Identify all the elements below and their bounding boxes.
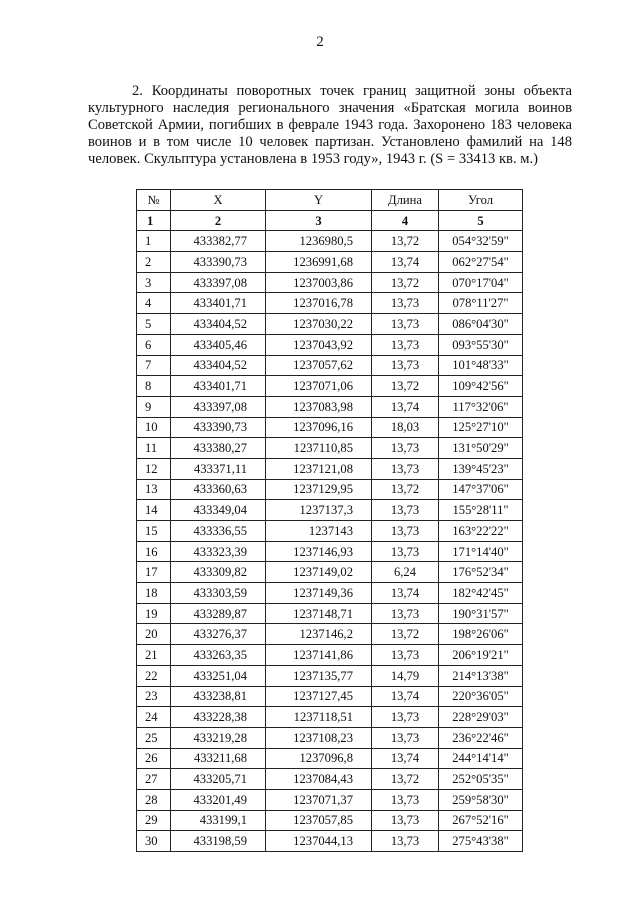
point-number-cell: 3 — [137, 272, 171, 293]
header-length: Длина — [372, 190, 439, 211]
x-coordinate-cell: 433201,49 — [171, 789, 266, 810]
point-number-cell: 26 — [137, 748, 171, 769]
point-number-cell: 7 — [137, 355, 171, 376]
length-cell: 13,72 — [372, 231, 439, 252]
table-row — [137, 417, 523, 438]
length-cell: 13,72 — [372, 624, 439, 645]
table-row — [137, 727, 523, 748]
x-coordinate-cell: 433371,11 — [171, 458, 266, 479]
point-number-cell: 28 — [137, 789, 171, 810]
x-coordinate-cell: 433401,71 — [171, 293, 266, 314]
x-coordinate-cell: 433382,77 — [171, 231, 266, 252]
x-coordinate-cell: 433219,28 — [171, 727, 266, 748]
angle-cell: 093°55'30" — [439, 334, 523, 355]
y-coordinate-cell: 1237110,85 — [266, 438, 372, 459]
y-coordinate-cell: 1237135,77 — [266, 665, 372, 686]
x-coordinate-cell: 433380,27 — [171, 438, 266, 459]
length-cell: 13,73 — [372, 810, 439, 831]
x-coordinate-cell: 433360,63 — [171, 479, 266, 500]
y-coordinate-cell: 1237137,3 — [266, 500, 372, 521]
table-row — [137, 438, 523, 459]
x-coordinate-cell: 433263,35 — [171, 645, 266, 666]
y-coordinate-cell: 1237146,2 — [266, 624, 372, 645]
x-coordinate-cell: 433276,37 — [171, 624, 266, 645]
length-cell: 13,73 — [372, 314, 439, 335]
y-coordinate-cell: 1237129,95 — [266, 479, 372, 500]
length-cell: 13,73 — [372, 727, 439, 748]
point-number-cell: 20 — [137, 624, 171, 645]
point-number-cell: 18 — [137, 583, 171, 604]
table-row — [137, 810, 523, 831]
angle-cell: 101°48'33" — [439, 355, 523, 376]
page-number: 2 — [316, 34, 324, 50]
y-coordinate-cell: 1237146,93 — [266, 541, 372, 562]
length-cell: 13,73 — [372, 707, 439, 728]
y-coordinate-cell: 1237127,45 — [266, 686, 372, 707]
angle-cell: 139°45'23" — [439, 458, 523, 479]
angle-cell: 259°58'30" — [439, 789, 523, 810]
table-row — [137, 665, 523, 686]
angle-cell: 176°52'34" — [439, 562, 523, 583]
y-coordinate-cell: 1237083,98 — [266, 396, 372, 417]
table-row — [137, 748, 523, 769]
x-coordinate-cell: 433397,08 — [171, 272, 266, 293]
point-number-cell: 17 — [137, 562, 171, 583]
header-number: № — [137, 190, 171, 211]
length-cell: 13,73 — [372, 541, 439, 562]
length-cell: 13,72 — [372, 272, 439, 293]
y-coordinate-cell: 1237096,8 — [266, 748, 372, 769]
table-row — [137, 252, 523, 273]
point-number-cell: 21 — [137, 645, 171, 666]
table-row — [137, 396, 523, 417]
x-coordinate-cell: 433390,73 — [171, 252, 266, 273]
y-coordinate-cell: 1236991,68 — [266, 252, 372, 273]
x-coordinate-cell: 433251,04 — [171, 665, 266, 686]
table-row — [137, 541, 523, 562]
angle-cell: 070°17'04" — [439, 272, 523, 293]
section-paragraph: 2. Координаты поворотных точек границ защитной зоны объекта культурного наследия регионального значения «Братская могила воинов Советской Армии, погибших в феврале 1943 года. Захоронено 183 человека воинов и в том числе 10 человек партизан. Установлено фамилий на 148 человек. Скульптура установлена в 1953 году», 1943 г. (S = 33413 кв. м.) — [88, 82, 572, 167]
point-number-cell: 4 — [137, 293, 171, 314]
point-number-cell: 25 — [137, 727, 171, 748]
table-row — [137, 314, 523, 335]
length-cell: 13,73 — [372, 521, 439, 542]
angle-cell: 214°13'38" — [439, 665, 523, 686]
angle-cell: 252°05'35" — [439, 769, 523, 790]
y-coordinate-cell: 1237096,16 — [266, 417, 372, 438]
length-cell: 6,24 — [372, 562, 439, 583]
column-index-cell: 3 — [266, 210, 372, 231]
y-coordinate-cell: 1237016,78 — [266, 293, 372, 314]
x-coordinate-cell: 433199,1 — [171, 810, 266, 831]
table-row — [137, 272, 523, 293]
coordinates-table — [136, 189, 523, 852]
point-number-cell: 29 — [137, 810, 171, 831]
length-cell: 13,72 — [372, 769, 439, 790]
point-number-cell: 15 — [137, 521, 171, 542]
y-coordinate-cell: 1237071,37 — [266, 789, 372, 810]
table-row — [137, 458, 523, 479]
table-row — [137, 500, 523, 521]
angle-cell: 171°14'40" — [439, 541, 523, 562]
angle-cell: 228°29'03" — [439, 707, 523, 728]
length-cell: 13,74 — [372, 583, 439, 604]
y-coordinate-cell: 1237084,43 — [266, 769, 372, 790]
point-number-cell: 16 — [137, 541, 171, 562]
length-cell: 13,74 — [372, 686, 439, 707]
header-angle: Угол — [439, 190, 523, 211]
angle-cell: 155°28'11" — [439, 500, 523, 521]
x-coordinate-cell: 433228,38 — [171, 707, 266, 728]
angle-cell: 117°32'06" — [439, 396, 523, 417]
point-number-cell: 19 — [137, 603, 171, 624]
table-row — [137, 831, 523, 852]
angle-cell: 062°27'54" — [439, 252, 523, 273]
length-cell: 13,73 — [372, 831, 439, 852]
x-coordinate-cell: 433205,71 — [171, 769, 266, 790]
x-coordinate-cell: 433336,55 — [171, 521, 266, 542]
length-cell: 13,74 — [372, 252, 439, 273]
y-coordinate-cell: 1237121,08 — [266, 458, 372, 479]
angle-cell: 206°19'21" — [439, 645, 523, 666]
table-row — [137, 334, 523, 355]
header-y: Y — [266, 190, 372, 211]
x-coordinate-cell: 433303,59 — [171, 583, 266, 604]
point-number-cell: 8 — [137, 376, 171, 397]
x-coordinate-cell: 433238,81 — [171, 686, 266, 707]
angle-cell: 190°31'57" — [439, 603, 523, 624]
point-number-cell: 9 — [137, 396, 171, 417]
table-row — [137, 645, 523, 666]
y-coordinate-cell: 1237043,92 — [266, 334, 372, 355]
point-number-cell: 27 — [137, 769, 171, 790]
point-number-cell: 30 — [137, 831, 171, 852]
y-coordinate-cell: 1237057,85 — [266, 810, 372, 831]
point-number-cell: 5 — [137, 314, 171, 335]
table-row — [137, 231, 523, 252]
angle-cell: 078°11'27" — [439, 293, 523, 314]
table-row — [137, 624, 523, 645]
y-coordinate-cell: 1237143 — [266, 521, 372, 542]
y-coordinate-cell: 1237057,62 — [266, 355, 372, 376]
length-cell: 13,73 — [372, 500, 439, 521]
angle-cell: 182°42'45" — [439, 583, 523, 604]
length-cell: 13,73 — [372, 645, 439, 666]
y-coordinate-cell: 1237108,23 — [266, 727, 372, 748]
length-cell: 13,74 — [372, 396, 439, 417]
angle-cell: 220°36'05" — [439, 686, 523, 707]
x-coordinate-cell: 433401,71 — [171, 376, 266, 397]
point-number-cell: 2 — [137, 252, 171, 273]
table-header-row — [137, 190, 523, 211]
length-cell: 14,79 — [372, 665, 439, 686]
length-cell: 18,03 — [372, 417, 439, 438]
header-x: X — [171, 190, 266, 211]
column-index-cell: 4 — [372, 210, 439, 231]
column-index-cell: 1 — [137, 210, 171, 231]
y-coordinate-cell: 1237149,36 — [266, 583, 372, 604]
y-coordinate-cell: 1237141,86 — [266, 645, 372, 666]
table-row — [137, 603, 523, 624]
angle-cell: 267°52'16" — [439, 810, 523, 831]
column-index-cell: 5 — [439, 210, 523, 231]
angle-cell: 147°37'06" — [439, 479, 523, 500]
y-coordinate-cell: 1237118,51 — [266, 707, 372, 728]
point-number-cell: 22 — [137, 665, 171, 686]
y-coordinate-cell: 1237149,02 — [266, 562, 372, 583]
table-row — [137, 293, 523, 314]
point-number-cell: 10 — [137, 417, 171, 438]
table-row — [137, 686, 523, 707]
point-number-cell: 13 — [137, 479, 171, 500]
y-coordinate-cell: 1237044,13 — [266, 831, 372, 852]
point-number-cell: 11 — [137, 438, 171, 459]
length-cell: 13,73 — [372, 355, 439, 376]
table-body — [137, 210, 523, 851]
table-row — [137, 355, 523, 376]
x-coordinate-cell: 433397,08 — [171, 396, 266, 417]
angle-cell: 054°32'59" — [439, 231, 523, 252]
angle-cell: 125°27'10" — [439, 417, 523, 438]
table-row — [137, 789, 523, 810]
table-row — [137, 583, 523, 604]
length-cell: 13,74 — [372, 748, 439, 769]
table-row — [137, 707, 523, 728]
x-coordinate-cell: 433390,73 — [171, 417, 266, 438]
length-cell: 13,73 — [372, 789, 439, 810]
table-row — [137, 376, 523, 397]
y-coordinate-cell: 1237071,06 — [266, 376, 372, 397]
length-cell: 13,73 — [372, 334, 439, 355]
x-coordinate-cell: 433404,52 — [171, 314, 266, 335]
x-coordinate-cell: 433349,04 — [171, 500, 266, 521]
angle-cell: 275°43'38" — [439, 831, 523, 852]
x-coordinate-cell: 433309,82 — [171, 562, 266, 583]
y-coordinate-cell: 1237003,86 — [266, 272, 372, 293]
x-coordinate-cell: 433211,68 — [171, 748, 266, 769]
length-cell: 13,73 — [372, 603, 439, 624]
length-cell: 13,73 — [372, 438, 439, 459]
point-number-cell: 14 — [137, 500, 171, 521]
angle-cell: 244°14'14" — [439, 748, 523, 769]
point-number-cell: 1 — [137, 231, 171, 252]
x-coordinate-cell: 433404,52 — [171, 355, 266, 376]
x-coordinate-cell: 433405,46 — [171, 334, 266, 355]
y-coordinate-cell: 1236980,5 — [266, 231, 372, 252]
angle-cell: 086°04'30" — [439, 314, 523, 335]
column-index-cell: 2 — [171, 210, 266, 231]
angle-cell: 163°22'22" — [439, 521, 523, 542]
y-coordinate-cell: 1237148,71 — [266, 603, 372, 624]
length-cell: 13,73 — [372, 293, 439, 314]
angle-cell: 131°50'29" — [439, 438, 523, 459]
table-row — [137, 562, 523, 583]
table-row — [137, 479, 523, 500]
x-coordinate-cell: 433198,59 — [171, 831, 266, 852]
length-cell: 13,72 — [372, 376, 439, 397]
point-number-cell: 23 — [137, 686, 171, 707]
point-number-cell: 6 — [137, 334, 171, 355]
x-coordinate-cell: 433289,87 — [171, 603, 266, 624]
point-number-cell: 12 — [137, 458, 171, 479]
angle-cell: 236°22'46" — [439, 727, 523, 748]
column-index-row — [137, 210, 523, 231]
table-row — [137, 521, 523, 542]
table-row — [137, 769, 523, 790]
angle-cell: 109°42'56" — [439, 376, 523, 397]
length-cell: 13,72 — [372, 479, 439, 500]
y-coordinate-cell: 1237030,22 — [266, 314, 372, 335]
point-number-cell: 24 — [137, 707, 171, 728]
length-cell: 13,73 — [372, 458, 439, 479]
x-coordinate-cell: 433323,39 — [171, 541, 266, 562]
angle-cell: 198°26'06" — [439, 624, 523, 645]
